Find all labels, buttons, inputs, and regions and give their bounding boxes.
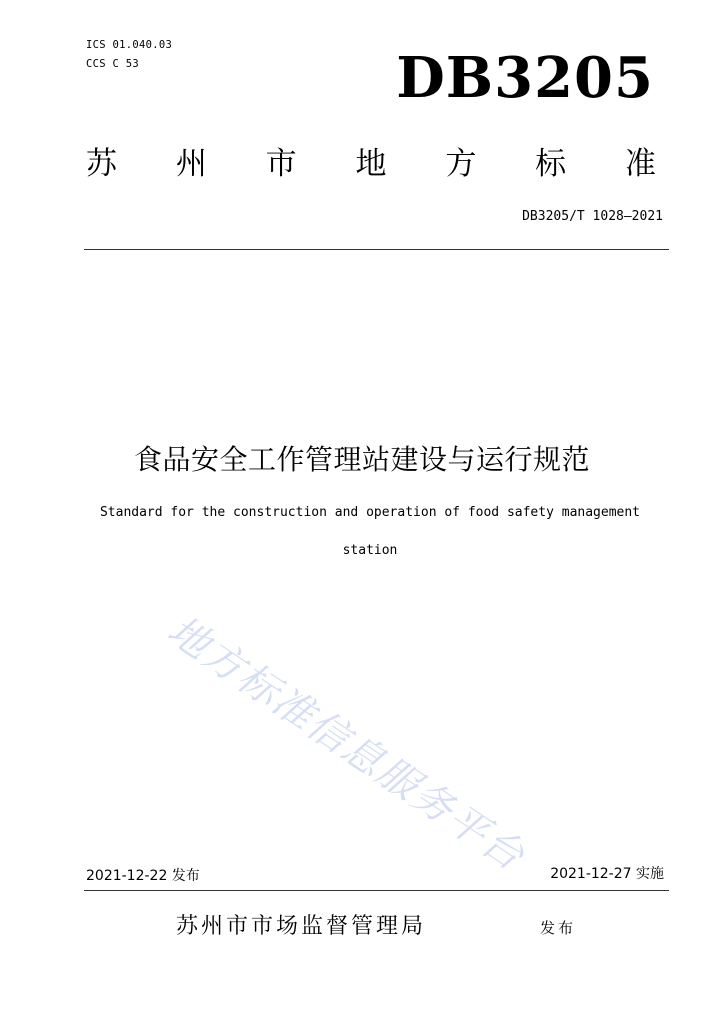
issuing-authority: 苏州市市场监督管理局 bbox=[176, 914, 427, 939]
issue-date: 2021-12-22 发布 bbox=[86, 868, 200, 884]
watermark: 地方标准信息服务平台 bbox=[159, 607, 534, 881]
standard-code: DB3205 bbox=[396, 45, 654, 111]
title-english-line-2: station bbox=[342, 543, 398, 558]
bottom-divider bbox=[84, 890, 669, 891]
document-number: DB3205/T 1028—2021 bbox=[522, 209, 663, 224]
title-chinese: 食品安全工作管理站建设与运行规范 bbox=[133, 443, 590, 476]
top-divider bbox=[84, 249, 669, 250]
standard-type-char: 州 bbox=[175, 146, 207, 182]
issue-label: 发布 bbox=[540, 919, 577, 937]
standard-type-char: 市 bbox=[265, 146, 297, 182]
classification-codes bbox=[86, 36, 172, 74]
standard-type-heading bbox=[86, 144, 656, 184]
ccs-code: CCS C 53 bbox=[86, 58, 139, 70]
implementation-date: 2021-12-27 实施 bbox=[550, 866, 664, 882]
standard-type-char: 方 bbox=[445, 146, 477, 182]
standard-type-char: 地 bbox=[355, 146, 387, 182]
standard-type-char: 准 bbox=[624, 146, 656, 182]
standard-type-char: 标 bbox=[535, 146, 567, 182]
title-english-line-1: Standard for the construction and operation of food safety management bbox=[99, 505, 641, 520]
standard-type-char: 苏 bbox=[86, 146, 117, 182]
ics-code: ICS 01.040.03 bbox=[86, 39, 173, 51]
title-english bbox=[40, 494, 700, 570]
